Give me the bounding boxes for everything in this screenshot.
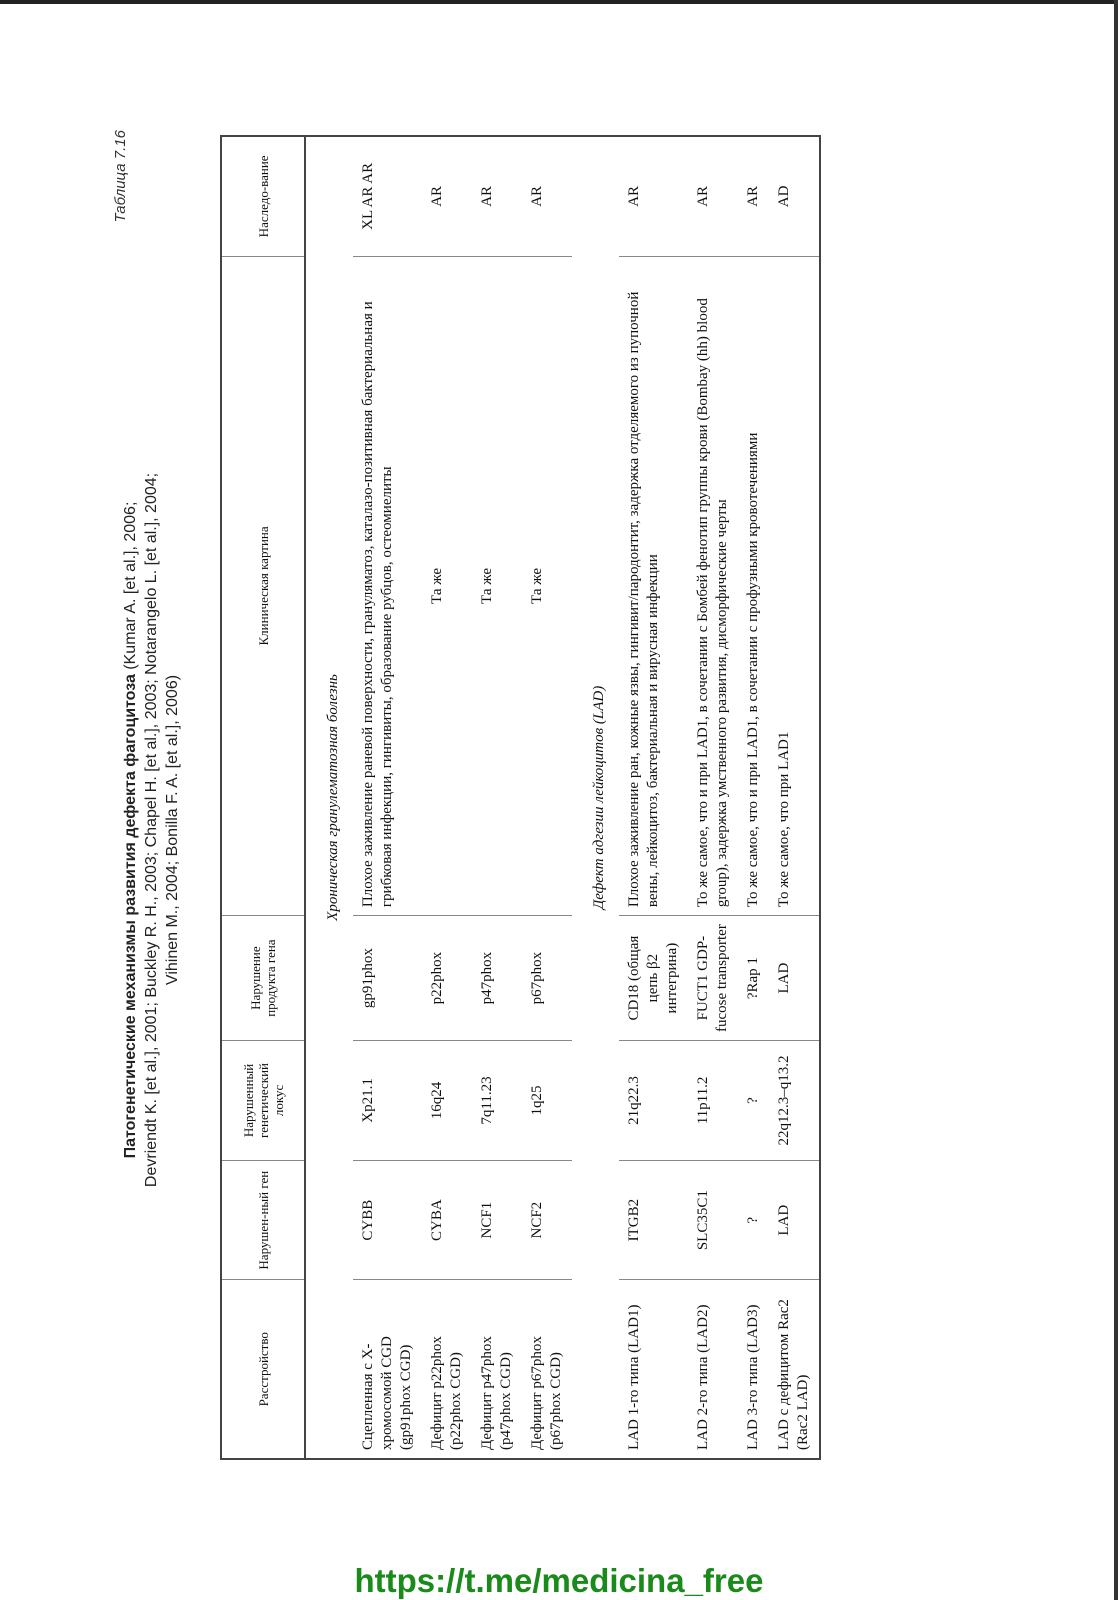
section-row xyxy=(305,136,353,1459)
cell-inheritance: AR xyxy=(688,136,738,256)
cell-inheritance: AD xyxy=(769,136,820,256)
cell-clinical: То же самое, что и при LAD1, в сочетании с Бомбей фенотип группы крови (Bombay (hh) blood group), задержка умственного развития, дисморфические черты xyxy=(688,256,738,915)
caption-title: Патогенетические механизмы развития дефекта фагоцитоза xyxy=(122,674,139,1159)
caption-line-3: Vihinen M., 2004; Bonilla F. A. [et al.], 2006) xyxy=(164,674,181,986)
cell-product: ?Rap 1 xyxy=(738,916,769,1041)
cell-clinical: Та же xyxy=(472,256,522,915)
cell-product: p47phox xyxy=(472,916,522,1041)
caption-line-2: Devriendt K. [et al.], 2001; Buckley R. H., 2003; Chapel H. [et al.], 2003; Notarangelo L. [et al.], 2004; xyxy=(143,472,160,1188)
cell-disorder: Сцепленная с Х-хромосомой CGD (gp91phox CGD) xyxy=(353,1280,422,1459)
cell-disorder: LAD 1-го типа (LAD1) xyxy=(619,1280,688,1459)
cell-clinical: Та же xyxy=(422,256,472,915)
cell-inheritance: XL AR AR xyxy=(353,136,422,256)
section-row xyxy=(572,136,619,1459)
cell-locus: 22q12.3–q13.2 xyxy=(769,1041,820,1161)
table-row xyxy=(769,136,820,1459)
telegram-link[interactable]: https://t.me/medicina_free xyxy=(354,1562,764,1599)
cell-locus: Xp21.1 xyxy=(353,1041,422,1161)
cell-locus: 1q25 xyxy=(522,1041,572,1161)
cell-inheritance: AR xyxy=(619,136,688,256)
cell-gene: ? xyxy=(738,1160,769,1280)
cell-disorder: LAD 3-го типа (LAD3) xyxy=(738,1280,769,1459)
header-row xyxy=(221,136,305,1459)
cell-gene: NCF1 xyxy=(472,1160,522,1280)
cell-clinical: То же самое, что и при LAD1, в сочетании с профузными кровотечениями xyxy=(738,256,769,915)
cell-clinical: Плохое заживление ран, кожные язвы, гингивит/пародонтит, задержка отделяемого из пупочной вены, лейкоцитоз, бактериальная и вирусная инфекции xyxy=(619,256,688,915)
header-disorder: Расстройство xyxy=(221,1280,305,1459)
rotated-page-content xyxy=(112,130,1118,1530)
cell-product: CD18 (общая цепь β2 интегрина) xyxy=(619,916,688,1041)
cell-inheritance: AR xyxy=(522,136,572,256)
table-row xyxy=(619,136,688,1459)
cell-disorder: Дефицит p67phox (p67phox CGD) xyxy=(522,1280,572,1459)
cell-product: gp91phox xyxy=(353,916,422,1041)
cell-clinical: Плохое заживление раневой поверхности, грануляматоз, каталазо-позитивная бактериальная и грибковая инфекции, гингивиты, образование рубцов, остеомиелиты xyxy=(353,256,422,915)
table-row xyxy=(472,136,522,1459)
cell-locus: 11p11.2 xyxy=(688,1041,738,1161)
cell-gene: ITGB2 xyxy=(619,1160,688,1280)
cell-product: LAD xyxy=(769,916,820,1041)
cell-product: p22phox xyxy=(422,916,472,1041)
cell-locus: 21q22.3 xyxy=(619,1041,688,1161)
cell-gene: LAD xyxy=(769,1160,820,1280)
cell-gene: SLC35C1 xyxy=(688,1160,738,1280)
cell-disorder: Дефицит p22phox (p22phox CGD) xyxy=(422,1280,472,1459)
cell-disorder: Дефицит p47phox (p47phox CGD) xyxy=(472,1280,522,1459)
cell-product: p67phox xyxy=(522,916,572,1041)
cell-inheritance: AR xyxy=(422,136,472,256)
table-row xyxy=(738,136,769,1459)
cell-inheritance: AR xyxy=(738,136,769,256)
cell-clinical: То же самое, что при LAD1 xyxy=(769,256,820,915)
cell-clinical: Та же xyxy=(522,256,572,915)
caption-refs: (Kumar A. [et al.], 2006; xyxy=(122,501,139,670)
cell-locus: 7q11.23 xyxy=(472,1041,522,1161)
header-product: Нарушение продукта гена xyxy=(221,916,305,1041)
cell-gene: CYBB xyxy=(353,1160,422,1280)
header-clinical: Клиническая картина xyxy=(221,256,305,915)
phagocytosis-defects-table xyxy=(220,135,821,1460)
cell-locus: 16q24 xyxy=(422,1041,472,1161)
table-row xyxy=(522,136,572,1459)
table-row xyxy=(422,136,472,1459)
header-gene: Нарушен-ный ген xyxy=(221,1160,305,1280)
cell-gene: NCF2 xyxy=(522,1160,572,1280)
cell-gene: CYBA xyxy=(422,1160,472,1280)
table-caption xyxy=(120,130,183,1530)
cell-disorder: LAD 2-го типа (LAD2) xyxy=(688,1280,738,1459)
cell-disorder: LAD с дефицитом Rac2 (Rac2 LAD) xyxy=(769,1280,820,1459)
cell-product: FUCT1 GDP-fucose transporter xyxy=(688,916,738,1041)
section-title: Дефект адгезии лейкоцитов (LAD) xyxy=(572,136,619,1459)
top-border xyxy=(0,0,1118,4)
table-row xyxy=(353,136,422,1459)
header-locus: Нарушенный генетический локус xyxy=(221,1041,305,1161)
cell-locus: ? xyxy=(738,1041,769,1161)
section-title: Хроническая гранулематозная болезнь xyxy=(305,136,353,1459)
table-row xyxy=(688,136,738,1459)
cell-inheritance: AR xyxy=(472,136,522,256)
header-inheritance: Наследо-вание xyxy=(221,136,305,256)
table-number: Таблица 7.16 xyxy=(112,130,129,223)
